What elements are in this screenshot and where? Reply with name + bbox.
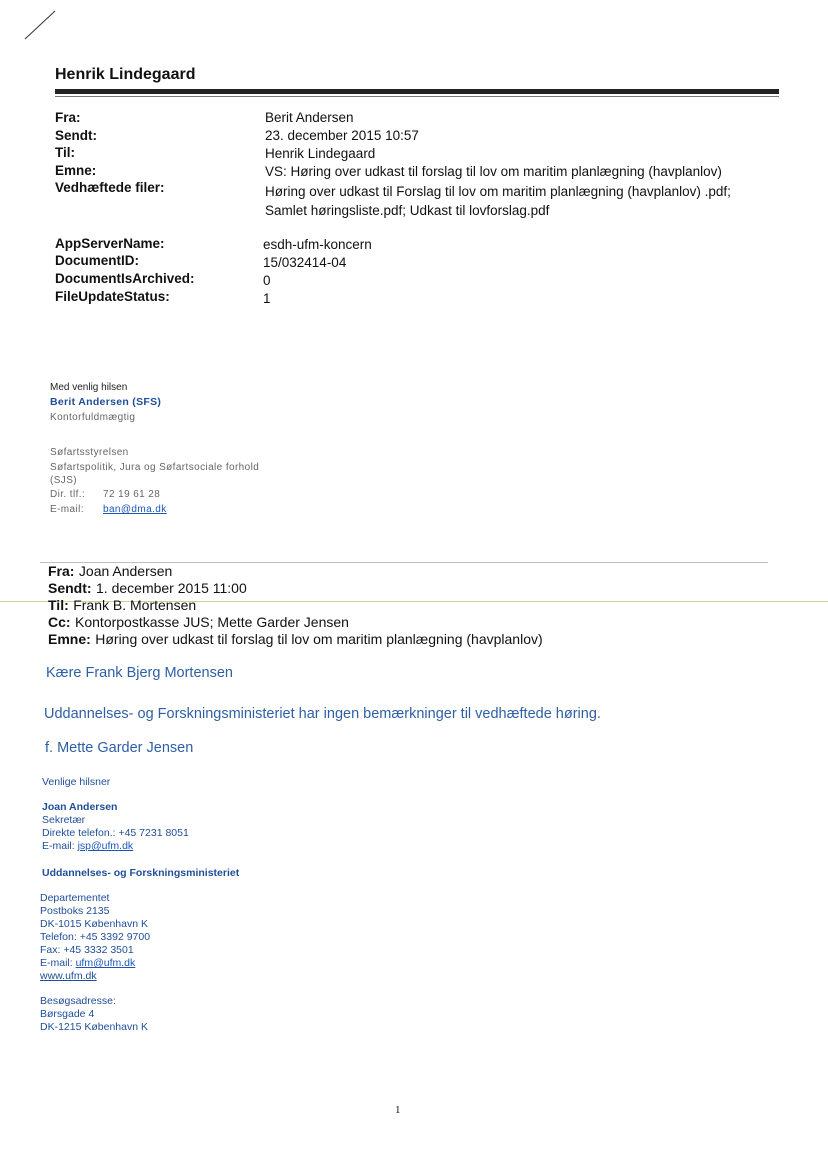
ufm-signer-name: Joan Andersen <box>42 801 118 813</box>
sfs-phone: 72 19 61 28 <box>103 489 161 500</box>
sent-value: 23. december 2015 10:57 <box>265 128 419 143</box>
fwd-cc-row <box>48 614 349 632</box>
fwd-sent-row <box>48 580 247 598</box>
sfs-greeting: Med venlig hilsen <box>50 382 128 393</box>
sfs-org: Søfartsstyrelsen <box>50 447 129 458</box>
ufm-tel: Telefon: +45 3392 9700 <box>40 931 151 943</box>
archived-label: DocumentIsArchived: <box>55 271 195 286</box>
archived-value: 0 <box>263 273 271 288</box>
ufm-email2-link[interactable]: ufm@ufm.dk <box>75 957 136 969</box>
ufm-email2-row <box>40 957 135 969</box>
document-id-label: DocumentID: <box>55 253 139 268</box>
document-id-value: 15/032414-04 <box>263 255 347 270</box>
attachments-value-line2: Samlet høringsliste.pdf; Udkast til lovforslag.pdf <box>265 203 550 218</box>
ufm-email2-label: E-mail: <box>40 957 73 969</box>
recipient-title: Henrik Lindegaard <box>55 66 196 83</box>
ufm-pobox: Postboks 2135 <box>40 905 110 917</box>
fwd-sent-label: Sendt: <box>48 580 92 596</box>
ufm-visit-street: Børsgade 4 <box>40 1008 95 1020</box>
header-rule-thin <box>55 96 779 97</box>
file-update-value: 1 <box>263 291 271 306</box>
ufm-signer-role: Sekretær <box>42 814 86 826</box>
sfs-signer-title: Kontorfuldmægtig <box>50 412 136 423</box>
ufm-email-row <box>42 840 133 852</box>
body-sign-off: f. Mette Garder Jensen <box>45 740 194 756</box>
ufm-fax: Fax: +45 3332 3501 <box>40 944 134 956</box>
to-value: Henrik Lindegaard <box>265 146 376 161</box>
body-message: Uddannelses- og Forskningsministeriet har ingen bemærkninger til vedhæftede høring. <box>44 706 601 722</box>
ufm-visit-label: Besøgsadresse: <box>40 995 116 1007</box>
ufm-city: DK-1015 København K <box>40 918 148 930</box>
from-value: Berit Andersen <box>265 110 354 125</box>
sfs-dept-line1: Søfartspolitik, Jura og Søfartsociale forhold <box>50 462 260 473</box>
fwd-to-row <box>48 597 196 615</box>
ufm-signer-phone: Direkte telefon.: +45 7231 8051 <box>42 827 189 839</box>
sent-label: Sendt: <box>55 128 97 143</box>
fwd-to-value: Frank B. Mortensen <box>73 597 197 613</box>
fwd-cc-value: Kontorpostkasse JUS; Mette Garder Jensen <box>75 614 349 630</box>
fwd-from-row <box>48 563 172 581</box>
fwd-to-label: Til: <box>48 597 69 613</box>
ufm-email-link[interactable]: jsp@ufm.dk <box>77 840 134 852</box>
sfs-dept-line2: (SJS) <box>50 475 77 486</box>
ufm-website-link[interactable]: www.ufm.dk <box>40 970 97 982</box>
pen-mark-icon <box>22 8 58 42</box>
to-label: Til: <box>55 145 75 160</box>
from-label: Fra: <box>55 110 81 125</box>
attachments-value-line1: Høring over udkast til Forslag til lov om maritim planlægning (havplanlov) .pdf; <box>265 184 731 199</box>
page-number: 1 <box>395 1104 401 1116</box>
attachments-label: Vedhæftede filer: <box>55 180 165 195</box>
fwd-subject-value: Høring over udkast til forslag til lov om maritim planlægning (havplanlov) <box>95 631 543 647</box>
fwd-subject-label: Emne: <box>48 631 91 647</box>
ufm-email-label: E-mail: <box>42 840 75 852</box>
fwd-subject-row <box>48 631 543 649</box>
sfs-signer-name: Berit Andersen (SFS) <box>50 396 162 408</box>
fwd-sent-value: 1. december 2015 11:00 <box>96 580 247 596</box>
fwd-from-label: Fra: <box>48 563 75 579</box>
app-server-value: esdh-ufm-koncern <box>263 237 372 252</box>
fwd-from-value: Joan Andersen <box>78 563 173 579</box>
sfs-email-label: E-mail: <box>50 504 84 515</box>
ufm-visit-city: DK-1215 København K <box>40 1021 148 1033</box>
ufm-ministry: Uddannelses- og Forskningsministeriet <box>42 867 240 879</box>
subject-label: Emne: <box>55 163 97 178</box>
ufm-greeting: Venlige hilsner <box>42 776 111 788</box>
ufm-dept: Departementet <box>40 892 110 904</box>
app-server-label: AppServerName: <box>55 236 165 251</box>
file-update-label: FileUpdateStatus: <box>55 289 170 304</box>
sfs-email-link[interactable]: ban@dma.dk <box>103 504 167 515</box>
header-rule <box>55 89 779 94</box>
subject-value: VS: Høring over udkast til forslag til lov om maritim planlægning (havplanlov) <box>265 164 722 179</box>
sfs-phone-label: Dir. tlf.: <box>50 489 86 500</box>
body-salutation: Kære Frank Bjerg Mortensen <box>46 665 233 681</box>
fwd-cc-label: Cc: <box>48 614 71 630</box>
